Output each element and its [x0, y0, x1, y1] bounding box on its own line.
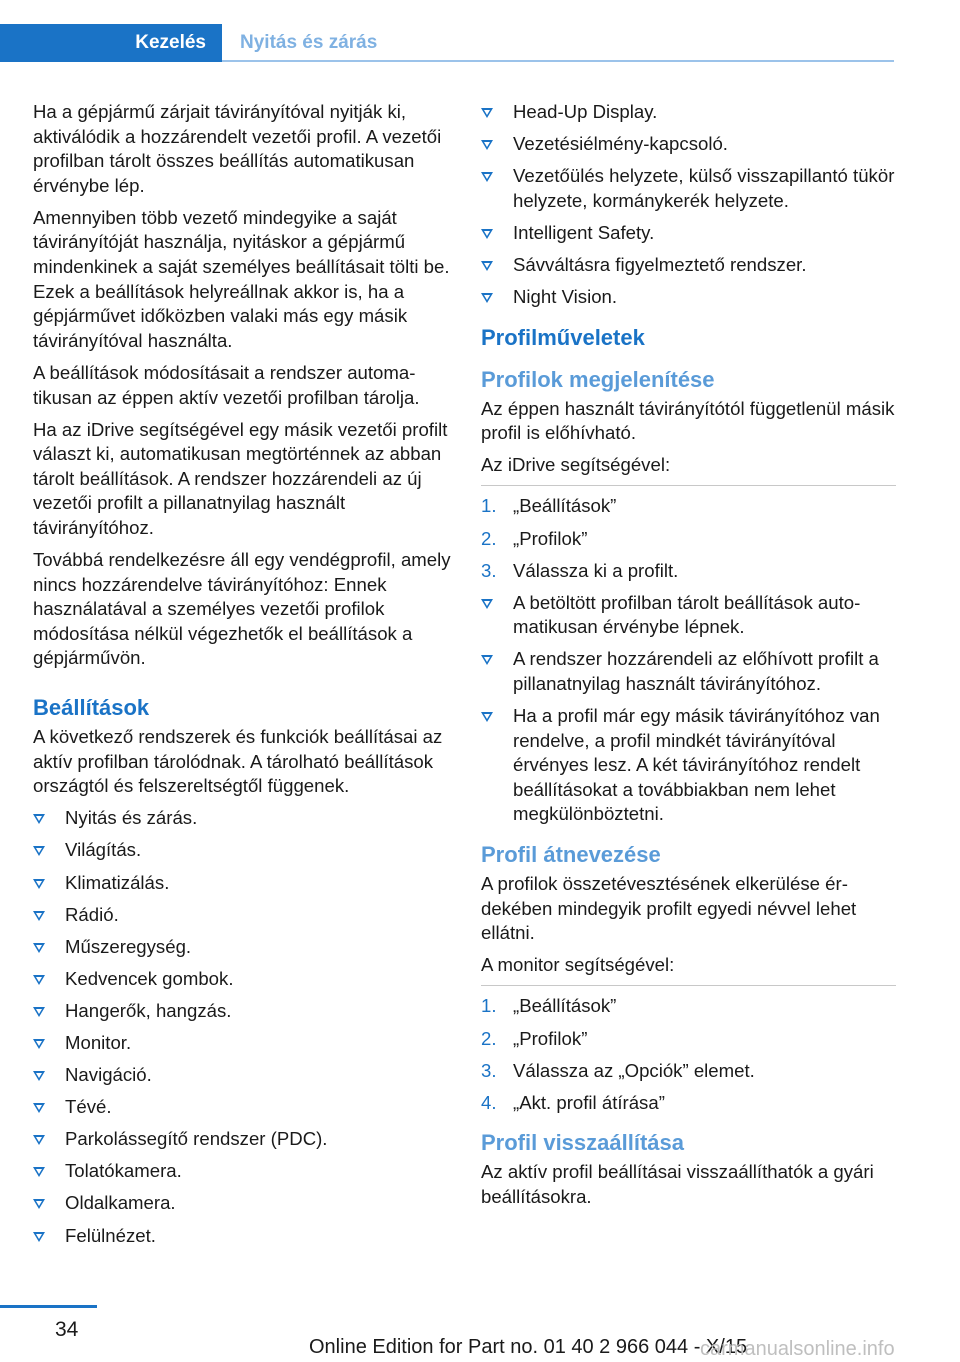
step-item: 1. „Beállítások”: [481, 495, 617, 517]
triangle-bullet-icon: [33, 879, 45, 889]
list-item: Night Vision.: [481, 285, 896, 310]
header-rule: [222, 60, 894, 62]
triangle-bullet-icon: [33, 1199, 45, 1209]
divider: [481, 485, 896, 486]
steps-list: [481, 494, 896, 583]
triangle-bullet-icon: [33, 1103, 45, 1113]
subheading-profil-atnevezese: Profil átnevezése: [481, 842, 661, 868]
triangle-bullet-icon: [481, 140, 493, 150]
paragraph: Az aktív profil beállításai visszaállíthatók a gyári beállításokra.: [481, 1161, 874, 1207]
paragraph: Amennyiben több vezető mindegyike a saját távirányítóját használja, nyitáskor a gépjármű mindenkinek a saját személyes beállításait tölti be. Ezek a beállítások helyreállnak akkor is, ha a gépjárművet időközben valaki más egy másik távirányítóval használta.: [33, 206, 450, 351]
steps-list: [481, 994, 896, 1115]
paragraph: A beállítások módosításait a rendszer automatikusan az éppen aktív vezetői profilban tárolja.: [33, 361, 420, 408]
list-item: Vezetőülés helyzete, külső visszapillantó tükör helyzete, kormánykerék helyzete.: [481, 164, 896, 213]
triangle-bullet-icon: [33, 1039, 45, 1049]
triangle-bullet-icon: [481, 293, 493, 303]
section-heading-profilmuveletek: Profilműveletek: [481, 324, 645, 350]
triangle-bullet-icon: [481, 655, 493, 665]
list-item: Tévé.: [33, 1095, 451, 1120]
subheading-profil-visszaallitasa: Profil visszaállítása: [481, 1130, 684, 1156]
subheading-profilok-megjelenitese: Profilok megjelenítése: [481, 366, 715, 392]
triangle-bullet-icon: [33, 814, 45, 824]
paragraph: A következő rendszerek és funkciók beállításai az aktív profilban tárolódnak. A tárolható beállítások országtól és felszereltségtől függenek.: [33, 726, 443, 797]
list-item: Felülnézet.: [33, 1224, 451, 1249]
triangle-bullet-icon: [33, 846, 45, 856]
list-item: Head-Up Display.: [481, 100, 896, 125]
list-item: Oldalkamera.: [33, 1191, 451, 1216]
list-item: Ha a profil már egy másik távirányítóhoz van rendelve, a profil mindkét távirányítóval érvényes lesz. A két távirányítóhoz rendelt beállításokat a továbbiakban nem lehet megkülönböztetni.: [481, 704, 896, 827]
list-item: Vezetésiélmény-kapcsoló.: [481, 132, 896, 157]
paragraph: Az iDrive segítségével:: [481, 454, 671, 476]
triangle-bullet-icon: [481, 108, 493, 118]
triangle-bullet-icon: [481, 261, 493, 271]
tab-kezeles: Kezelés: [0, 24, 222, 62]
triangle-bullet-icon: [481, 229, 493, 239]
page-number-rule: [0, 1305, 97, 1308]
edition-note: Online Edition for Part no. 01 40 2 966 044 - X/15: [309, 1336, 748, 1358]
list-item: Műszeregység.: [33, 935, 451, 960]
step-item: 3. Válassza az „Opciók” elemet.: [481, 1059, 755, 1081]
watermark-site: carmanualsonline.info: [700, 1338, 895, 1360]
list-item: Hangerők, hangzás.: [33, 999, 451, 1024]
page-number: 34: [55, 1318, 79, 1341]
triangle-bullet-icon: [33, 1232, 45, 1242]
triangle-bullet-icon: [481, 172, 493, 182]
notes-list: [481, 591, 896, 827]
divider: [481, 985, 896, 986]
right-column: [481, 100, 896, 1217]
list-item: Klimatizálás.: [33, 871, 451, 896]
paragraph: Ha az iDrive segítségével egy másik vezetői profilt választ ki, automatikusan megtörténnek az abban tárolt beállítások. A rendszer hozzárendeli az új vezetői profilt a pillanatnyilag használt távirányítóhoz.: [33, 418, 448, 538]
section-heading-beallitasok: Beállítások: [33, 695, 150, 721]
paragraph: Az éppen használt távirányítótól függetlenül másik profil is előhívható.: [481, 397, 895, 444]
list-item: Kedvencek gombok.: [33, 967, 451, 992]
paragraph: Továbbá rendelkezésre áll egy vendégprofil, amely nincs hozzárendelve távirányítóhoz: Ennek használatával a személyes vezetői profilok módosítása nélkül végezhetők el beállítások a gépjárművön.: [33, 549, 451, 669]
list-item: A rendszer hozzárendeli az előhívott profilt a pillanatnyilag használt távirányítóhoz.: [481, 647, 896, 696]
paragraph: A profilok összetévesztésének elkerülése érdekében mindegyik profilt egyedi névvel lehet ellátni.: [481, 873, 857, 944]
step-item: 2. „Profilok”: [481, 1027, 588, 1049]
triangle-bullet-icon: [33, 1007, 45, 1017]
triangle-bullet-icon: [481, 599, 493, 609]
paragraph: A monitor segítségével:: [481, 954, 675, 976]
settings-list: [33, 806, 451, 1248]
list-item: A betöltött profilban tárolt beállítások automatikusan érvénybe lépnek.: [481, 591, 896, 640]
list-item: Sávváltásra figyelmeztető rendszer.: [481, 253, 896, 278]
triangle-bullet-icon: [33, 911, 45, 921]
list-item: Parkolássegítő rendszer (PDC).: [33, 1127, 451, 1152]
paragraph: Ha a gépjármű zárjait távirányítóval nyitják ki, aktiválódik a hozzárendelt vezetői profil. A vezetői profilban tárolt összes beállítás automatikusan érvénybe lép.: [33, 101, 442, 196]
step-item: 4. „Akt. profil átírása”: [481, 1091, 665, 1113]
triangle-bullet-icon: [33, 1167, 45, 1177]
step-item: 1. „Beállítások”: [481, 995, 617, 1017]
list-item: Navigáció.: [33, 1063, 451, 1088]
settings-list-continued: [481, 100, 896, 310]
triangle-bullet-icon: [33, 1071, 45, 1081]
triangle-bullet-icon: [33, 943, 45, 953]
list-item: Intelligent Safety.: [481, 221, 896, 246]
step-item: 2. „Profilok”: [481, 527, 588, 549]
list-item: Monitor.: [33, 1031, 451, 1056]
list-item: Tolatókamera.: [33, 1159, 451, 1184]
triangle-bullet-icon: [33, 1135, 45, 1145]
step-item: 3. Válassza ki a profilt.: [481, 559, 679, 581]
list-item: Nyitás és zárás.: [33, 806, 451, 831]
triangle-bullet-icon: [481, 712, 493, 722]
tab-nyitas-es-zaras: Nyitás és zárás: [240, 32, 378, 53]
list-item: Rádió.: [33, 903, 451, 928]
left-column: [33, 100, 451, 1256]
triangle-bullet-icon: [33, 975, 45, 985]
page-header: [0, 0, 960, 62]
list-item: Világítás.: [33, 838, 451, 863]
